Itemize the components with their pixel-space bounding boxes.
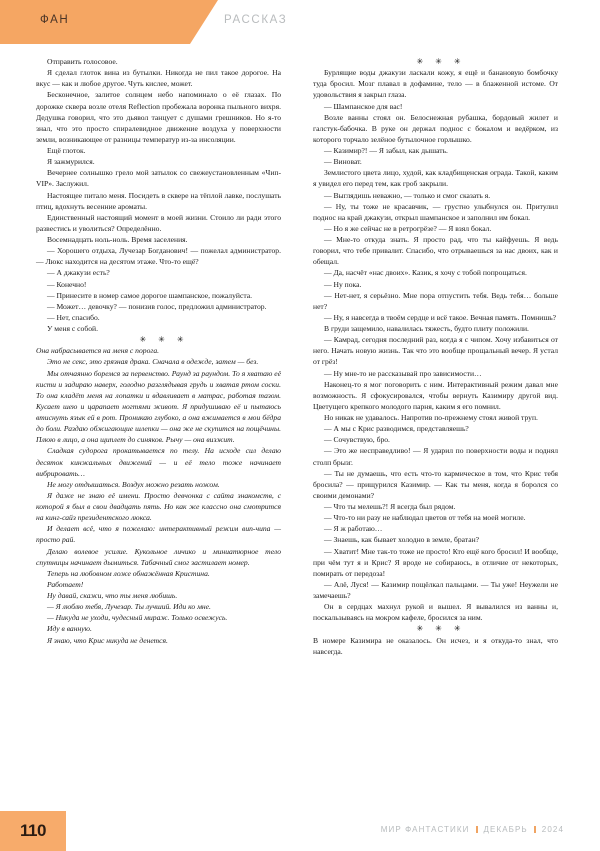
paragraph: — Принесите в номер самое дорогое шампанское, пожалуйста.: [47, 290, 252, 300]
paragraph: Возле ванны стоял он. Белоснежная рубашка, бордовый жилет и галстук-бабочка. В руке он держал поднос с бокалом и ведёрком, из которого торчало зелёное бутылочное горлышко.: [313, 112, 558, 144]
paragraph: У меня с собой.: [47, 324, 98, 333]
paragraph: Землистого цвета лицо, худой, как кладбищенская ограда. Такой, каким я увидел его перед тем, как гроб закрыли.: [313, 168, 558, 189]
paragraph: — Я люблю тебя, Лучезар. Ты лучший. Иди ко мне.: [47, 602, 211, 612]
paragraph: Сладкая судорога прокатывается по телу. На исходе сил делаю десяток кинжальных движений — и её тело тоже начинает вибрировать…: [36, 446, 281, 478]
paragraph: Не могу отдышаться. Воздух можно резать ножом.: [47, 479, 220, 489]
paragraph: Восемнадцать ноль-ноль. Время заселения.: [47, 235, 188, 244]
paragraph: — Да, насчёт «нас двоих». Казик, я хочу с тобой попрощаться.: [324, 268, 527, 278]
issue-month: ДЕКАБРЬ: [483, 825, 528, 834]
paragraph: — Камрад, сегодня последний раз, когда я с чипом. Хочу избавиться от него. Начать новую жизнь. Так что это вообще прощальный вечер. Я устал от грёз!: [313, 335, 558, 367]
paragraph: Теперь на любовном ложе обнажённая Кристина.: [47, 568, 210, 578]
paragraph: Работает!: [47, 579, 84, 589]
paragraph: — Ну пока.: [324, 279, 362, 289]
paragraph: Настоящее питало меня. Посидеть в сквере на тёплой лавке, послушать птиц, вдохнуть весенние ароматы.: [36, 190, 281, 211]
paragraph: — Ну мне-то не рассказывай про зависимости…: [324, 368, 482, 378]
paragraph: — Это же несправедливо! — Я ударил по поверхности воды и поднял столп брызг.: [313, 446, 558, 467]
paragraph: Он в сердцах махнул рукой и вышел. Я вывалился из ванны и, поскальзываясь на мокром кафеле, бросился за ним.: [313, 602, 558, 623]
scene-separator: ✳ ✳ ✳: [416, 57, 466, 66]
scene-separator: ✳ ✳ ✳: [139, 335, 189, 345]
paragraph: Она набрасывается на меня с порога.: [36, 346, 160, 356]
paragraph: — Может… девочку? — понизив голос, предложил администратор.: [47, 301, 267, 311]
page-header: [0, 0, 600, 44]
paragraph: Отправить голосовое.: [47, 57, 118, 66]
paragraph: Я сделал глоток вина из бутылки. Никогда не пил такое дорогое. На вкус — как и любое другое. Чуть кислее, может.: [36, 68, 281, 89]
right-column-body: [313, 67, 558, 623]
issue-year: 2024: [541, 825, 564, 834]
paragraph: Бесконечное, залитое солнцем небо напоминало о её глазах. По дорожке сквера возле отеля Reflection пробежала воронка пыльного вихря. Дедушка говорил, что это дьявол танцует с душами грешников. Но я-то знал, что это просто спиралевидное движение воздуха у поверхности земли, возникающее от разницы температур из-за инсоляции.: [36, 90, 281, 144]
paragraph: Ну давай, скажи, что ты меня любишь.: [47, 591, 178, 600]
paragraph: — Ну, я навсегда в твоём сердце и всё такое. Вечная память. Помнишь?: [324, 312, 557, 322]
paragraph: И делает всё, что я пожелаю: интерактивный режим вип-чипа — просто рай.: [36, 524, 281, 545]
scene-separator: ✳ ✳ ✳: [416, 624, 466, 634]
paragraph: — Нет-нет, я серьёзно. Мне пора отпустить тебя. Ведь тебя… больше нет?: [313, 290, 558, 311]
paragraph: — Ты не думаешь, что есть что-то кармическое в том, что Крис тебя бросила? — прищурился Казимир. — Как ты меня, когда я боролся со своими демонами?: [313, 468, 558, 500]
paragraph: — Выглядишь неважно, — только и смог сказать я.: [324, 190, 491, 200]
paragraph: — Что-то ни разу не наблюдал цветов от тебя на моей могиле.: [324, 513, 526, 523]
paragraph: Иду в ванную.: [47, 624, 92, 634]
paragraph: — Что ты мелешь?! Я всегда был рядом.: [324, 502, 456, 511]
paragraph: Бурлящие воды джакузи ласкали кожу, я ещё и банановую бомбочку туда бросил. Мозг плавал в дофамине, тело — в блаженной истоме. От удовольствия я закрыл глаза.: [313, 68, 558, 100]
paragraph: Делаю волевое усилие. Кукольное личико и миниатюрное тело спутницы начинает дымиться. Табачный смог застилает номер.: [36, 546, 281, 567]
paragraph: — Хватит! Мне так-то тоже не просто! Кто ещё кого бросил! И вообще, при чём тут я и Крис? Я вроде не собираюсь, в отличие от некоторых, помирать от передоза!: [313, 546, 558, 578]
paragraph: Но никак не удавалось. Напротив по-прежнему стоял живой труп.: [324, 413, 538, 422]
header-section-label: ФАН: [40, 14, 70, 26]
article-columns: [0, 56, 600, 806]
paragraph: — Знаешь, как бывает холодно в земле, братан?: [324, 535, 480, 545]
left-column-body-top: [36, 56, 281, 334]
paragraph: Вечернее солнышко грело мой затылок со свежеустановленным «Чип-VIP». Заслужил.: [36, 168, 281, 189]
separator-dot-icon: [476, 826, 478, 833]
paragraph: — Никуда не уходи, чудесный мираж. Только освежусь.: [47, 613, 228, 623]
paragraph: Я знаю, что Крис никуда не денется.: [47, 635, 168, 645]
footer-imprint: [381, 825, 564, 834]
page-footer: [0, 811, 600, 851]
paragraph: Это не секс, это грязная драка. Сначала в одежде, затем — без.: [47, 357, 259, 367]
paragraph: — А джакузи есть?: [47, 268, 110, 278]
paragraph: Наконец-то я мог поговорить с ним. Интерактивный режим давал мне возможность. Я сфокусировался, чтобы вернуть Казимиру другой вид. Цветущего крепкого молодого парня, каким я его помнил.: [313, 379, 558, 411]
paragraph: — Ну, ты тоже не красавчик, — грустно улыбнулся он. Притулил поднос на край джакузи, открыл шампанское и заполнил им бокал.: [313, 201, 558, 222]
paragraph: Ещё глоток.: [47, 146, 86, 155]
left-column-dream-block: [36, 345, 281, 645]
paragraph: — Конечно!: [47, 279, 87, 289]
paragraph: — Казимир?! — Я забыл, как дышать.: [324, 146, 448, 155]
header-orange-band: [0, 0, 218, 44]
paragraph: — Алё, Луся! — Казимир пощёлкал пальцами. — Ты уже! Неужели не замечаешь?: [313, 579, 558, 600]
header-rubric-label: РАССКАЗ: [224, 14, 288, 26]
separator-dot-icon: [534, 826, 536, 833]
magazine-title: МИР ФАНТАСТИКИ: [380, 825, 470, 834]
paragraph: — Сочувствую, бро.: [324, 435, 390, 445]
paragraph: Единственный настоящий момент в моей жизни. Стоило ли ради этого развестись и уволиться? Определённо.: [36, 212, 281, 233]
paragraph: — Но я же сейчас не в ретрогрёзе? — Я взял бокал.: [324, 223, 492, 233]
paragraph: В номере Казимира не оказалось. Он исчез, и я откуда-то знал, что навсегда.: [313, 635, 558, 656]
paragraph: — Мне-то откуда знать. Я просто рад, что ты кайфуешь. Я ведь говорил, что тебе привалит. Спасибо, что отрываешься за нас двоих, как и обещал.: [313, 235, 558, 267]
page-number: 110: [20, 821, 46, 840]
right-column: [313, 56, 558, 657]
paragraph: — А мы с Крис разводимся, представляешь?: [324, 424, 469, 434]
paragraph: Я зажмурился.: [47, 157, 95, 167]
paragraph: — Шампанское для вас!: [324, 101, 403, 111]
paragraph: Мы отчаянно боремся за первенство. Раунд за раундом. То я хватаю её кисти и задираю наверх, голодно разглядывая грудь и хватая ртом соски. То она кладёт меня на лопатки и вдавливает в матрас, работая тазом. Кусает шею и царапает ногтями живот. Я придушиваю её и пытаюсь втиснуть язык ей в рот. Проникаю глубоко, а она вжимается в мои бёдра до боли. Раздаю обжигающие шлепки — она же не скупится на пощёчины. Плюю в лицо, а она щиплет до синяков. Рычу — она визжит.: [36, 368, 281, 445]
paragraph: — Я ж работаю…: [324, 524, 383, 534]
paragraph: В груди защемило, навалилась тяжесть, будто плиту положили.: [324, 324, 529, 333]
paragraph: Я даже не знаю её имени. Просто девчонка с сайта знакомств, с которой я был в свои двадцать пять. Но как же классно она смотрится на кинг-сайз президентского люкса.: [36, 490, 281, 523]
paragraph: — Нет, спасибо.: [47, 312, 100, 322]
paragraph: — Хорошего отдыха, Лучезар Богданович! — пожелал администратор. — Люкс находится на десятом этаже. Что-то ещё?: [36, 246, 281, 267]
paragraph: — Виноват.: [324, 157, 362, 167]
left-column: [36, 56, 281, 646]
